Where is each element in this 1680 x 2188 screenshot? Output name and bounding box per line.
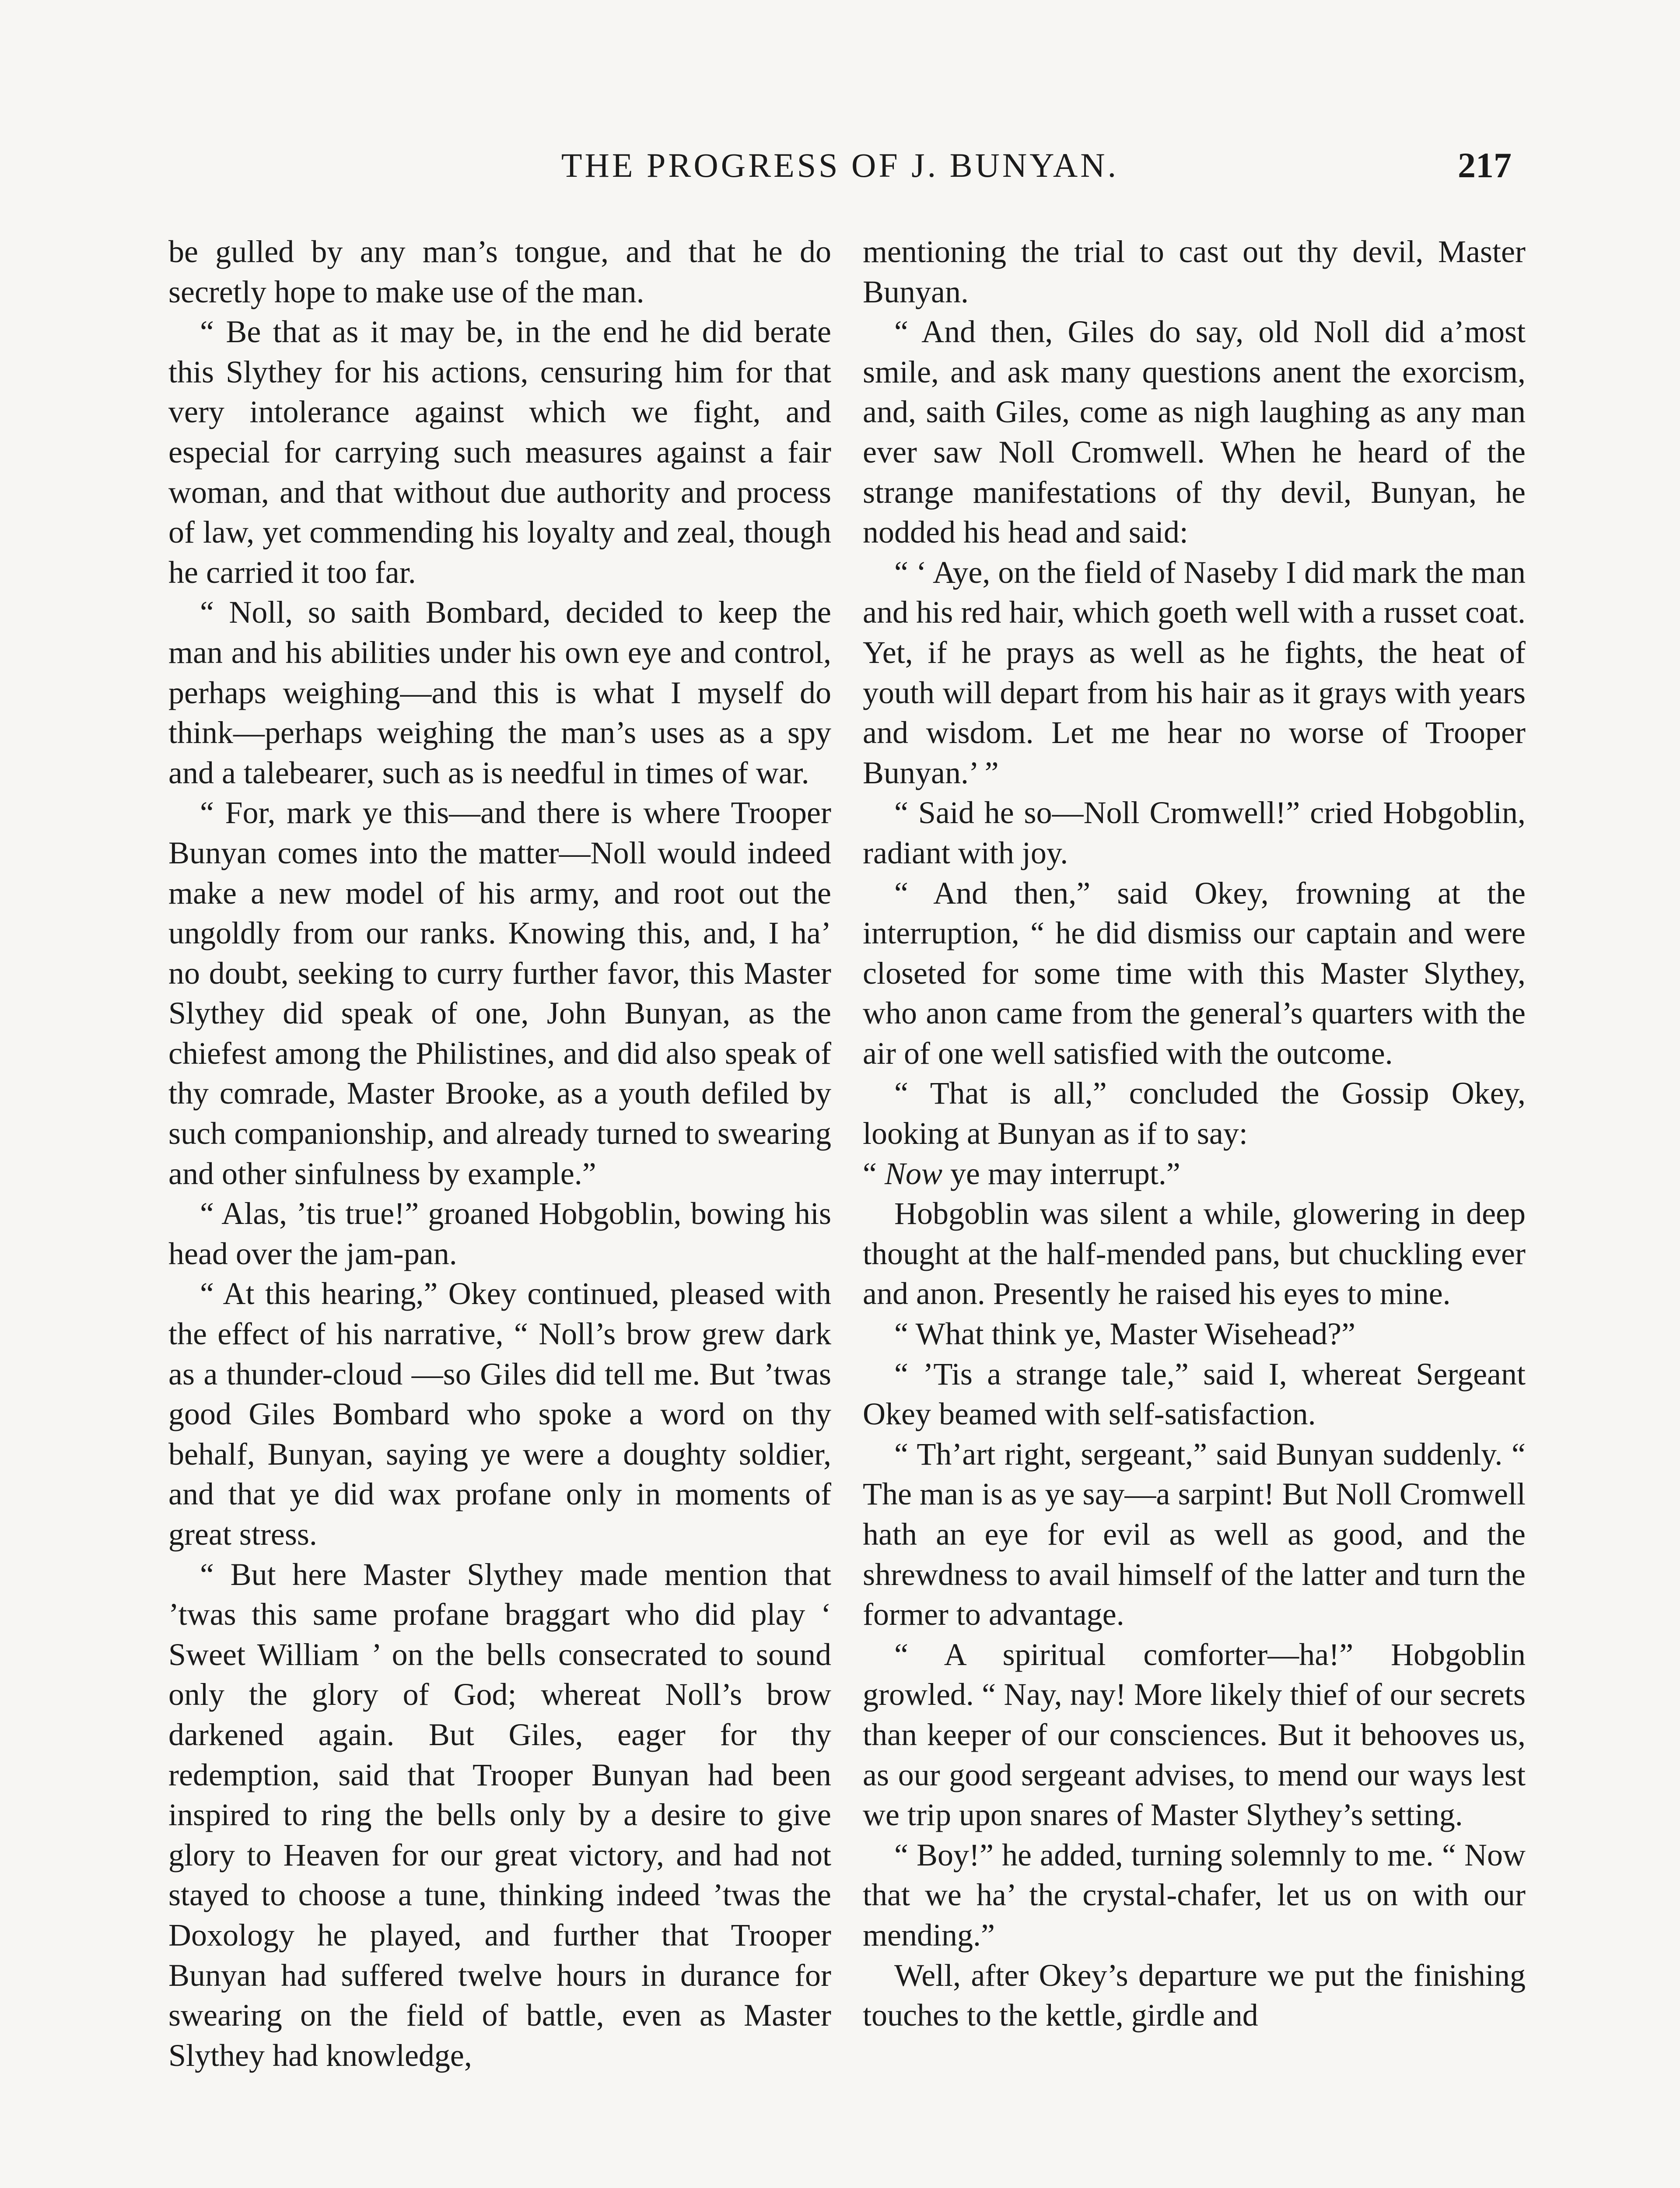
right-column <box>863 232 1526 2036</box>
paragraph: “ And then,” said Okey, frowning at the interruption, “ he did dismiss our captain and were closeted for some time with this Master Slythey, who anon came from the general’s quarters with the air of one well satisfied with the outcome. <box>863 875 1526 1071</box>
left-column <box>168 232 831 2076</box>
paragraph: “ ’Tis a strange tale,” said I, whereat Sergeant Okey beamed with self-satisfaction. <box>863 1356 1526 1432</box>
paragraph: “ And then, Giles do say, old Noll did a’most smile, and ask many questions anent the exorcism, and, saith Giles, come as nigh laughing as any man ever saw Noll Cromwell. When he heard of the strange manifestations of thy devil, Bunyan, he nodded his head and said: <box>863 314 1526 550</box>
paragraph: “ Th’art right, sergeant,” said Bunyan suddenly. “ The man is as ye say—a sarpint! But Noll Cromwell hath an eye for evil as well as good, and the shrewdness to avail himself of the latter and turn the former to advantage. <box>863 1436 1526 1632</box>
running-head <box>168 139 1512 192</box>
paragraph: “ Noll, so saith Bombard, decided to keep the man and his abilities under his own eye and control, perhaps weighing—and this is what I myself do think—perhaps weighing the man’s uses as a spy and a talebearer, such as is needful in times of war. <box>168 595 831 790</box>
quote-line <box>863 1154 1526 1194</box>
paragraph: Hobgoblin was silent a while, glowering in deep thought at the half-mended pans, but chuckling ever and anon. Presently he raised his eyes to mine. <box>863 1196 1526 1311</box>
paragraph: Well, after Okey’s departure we put the finishing touches to the kettle, girdle and <box>863 1957 1526 2033</box>
paragraph: “ Boy!” he added, turning solemnly to me. “ Now that we ha’ the crystal-chafer, let us on with our mending.” <box>863 1837 1526 1953</box>
italic-word: Now <box>884 1156 943 1191</box>
running-title: THE PROGRESS OF J. BUNYAN. <box>561 146 1119 184</box>
paragraph: “ But here Master Slythey made mention that ’twas this same profane braggart who did play ‘ Sweet William ’ on the bells consecrated to sound only the glory of God; whereat Noll’s brow darkened again. But Giles, eager for thy redemption, said that Trooper Bunyan had been inspired to ring the bells only by a desire to give glory to Heaven for our great victory, and had not stayed to choose a tune, thinking indeed ’twas the Doxology he played, and further that Trooper Bunyan had suffered twelve hours in durance for swearing on the field of battle, even as Master Slythey had knowledge, <box>168 1557 831 2073</box>
paragraph: “ What think ye, Master Wisehead?” <box>894 1316 1356 1352</box>
paragraph: “ ‘ Aye, on the field of Naseby I did mark the man and his red hair, which goeth well with a russet coat. Yet, if he prays as well as he fights, the heat of youth will depart from his hair as it grays with years and wisdom. Let me hear no worse of Trooper Bunyan.’ ” <box>863 554 1526 790</box>
paragraph: “ That is all,” concluded the Gossip Okey, looking at Bunyan as if to say: <box>863 1076 1526 1151</box>
paragraph: “ At this hearing,” Okey continued, pleased with the effect of his narrative, “ Noll’s brow grew dark as a thunder-cloud —so Giles did tell me. But ’twas good Giles Bombard who spoke a word on thy behalf, Bunyan, saying ye were a doughty soldier, and that ye did wax profane only in moments of great stress. <box>168 1276 831 1552</box>
paragraph: “ Be that as it may be, in the end he did berate this Slythey for his actions, censuring him for that very intolerance against which we fight, and especial for carrying such measures against a fair woman, and that without due authority and process of law, yet commending his loyalty and zeal, though he carried it too far. <box>168 314 831 590</box>
paragraph: “ Alas, ’tis true!” groaned Hobgoblin, bowing his head over the jam-pan. <box>168 1196 831 1271</box>
quote-rest: ye may interrupt.” <box>942 1156 1180 1191</box>
paragraph: mentioning the trial to cast out thy devil, Master Bunyan. <box>863 234 1526 309</box>
paragraph: “ Said he so—Noll Cromwell!” cried Hobgoblin, radiant with joy. <box>863 795 1526 870</box>
quote-open: “ <box>863 1156 885 1191</box>
paragraph: “ For, mark ye this—and there is where Trooper Bunyan comes into the matter—Noll would indeed make a new model of his army, and root out the ungoldly from our ranks. Knowing this, and, I ha’ no doubt, seeking to curry further favor, this Master Slythey did speak of one, John Bunyan, as the chiefest among the Philistines, and did also speak of thy comrade, Master Brooke, as a youth defiled by such companionship, and already turned to swearing and other sinfulness by example.” <box>168 795 831 1191</box>
page-number: 217 <box>1458 145 1512 185</box>
paragraph: “ A spiritual comforter—ha!” Hobgoblin growled. “ Nay, nay! More likely thief of our secrets than keeper of our consciences. But it behooves us, as our good sergeant advises, to mend our ways lest we trip upon snares of Master Slythey’s setting. <box>863 1637 1526 1833</box>
paragraph: be gulled by any man’s tongue, and that he do secretly hope to make use of the man. <box>168 234 831 309</box>
